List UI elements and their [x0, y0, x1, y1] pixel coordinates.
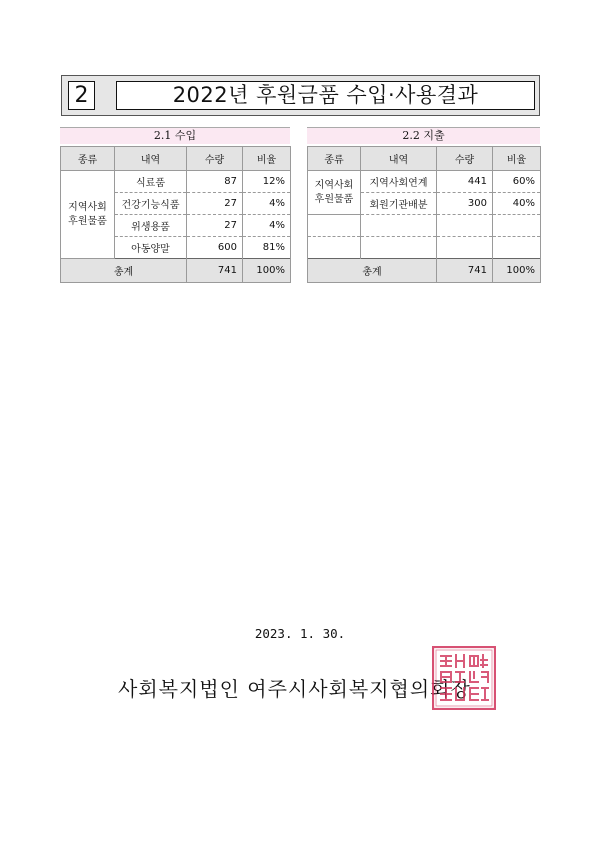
qty-cell: 441 — [437, 171, 493, 193]
section-title: 2022년 후원금품 수입·사용결과 — [116, 81, 535, 110]
total-ratio: 100% — [243, 259, 291, 283]
ratio-cell: 4% — [243, 215, 291, 237]
column-header: 수량 — [187, 147, 243, 171]
item-cell: 지역사회연계 — [361, 171, 437, 193]
total-ratio: 100% — [493, 259, 541, 283]
item-cell: 식료품 — [115, 171, 187, 193]
empty-cell — [493, 237, 541, 259]
empty-cell — [361, 237, 437, 259]
item-cell: 건강기능식품 — [115, 193, 187, 215]
table-row-empty — [308, 215, 541, 237]
qty-cell: 87 — [187, 171, 243, 193]
ratio-cell: 60% — [493, 171, 541, 193]
income-table — [60, 146, 291, 283]
table-row-empty — [308, 237, 541, 259]
ratio-cell: 4% — [243, 193, 291, 215]
item-cell: 위생용품 — [115, 215, 187, 237]
empty-cell — [308, 237, 361, 259]
column-header: 수량 — [437, 147, 493, 171]
ratio-cell: 12% — [243, 171, 291, 193]
qty-cell: 300 — [437, 193, 493, 215]
section-number: 2 — [68, 81, 95, 110]
expense-table — [307, 146, 541, 283]
category-label: 지역사회 — [314, 179, 354, 191]
column-header: 비율 — [493, 147, 541, 171]
category-label: 지역사회 — [68, 201, 107, 213]
category-cell — [61, 171, 115, 259]
column-header: 종류 — [308, 147, 361, 171]
income-heading: 2.1 수입 — [60, 127, 290, 144]
total-qty: 741 — [437, 259, 493, 283]
category-label: 후원물품 — [68, 215, 107, 227]
qty-cell: 27 — [187, 215, 243, 237]
table-row — [61, 171, 291, 193]
expense-heading: 2.2 지출 — [307, 127, 540, 144]
table-header-row — [61, 147, 291, 171]
total-label: 총계 — [308, 259, 437, 283]
empty-cell — [437, 237, 493, 259]
empty-cell — [308, 215, 361, 237]
ratio-cell: 81% — [243, 237, 291, 259]
column-header: 종류 — [61, 147, 115, 171]
empty-cell — [437, 215, 493, 237]
official-seal-icon — [432, 646, 496, 710]
qty-cell: 27 — [187, 193, 243, 215]
section-title-bar — [61, 75, 540, 116]
column-header: 비율 — [243, 147, 291, 171]
ratio-cell: 40% — [493, 193, 541, 215]
signer-name: 사회복지법인 여주시사회복지협의회장 — [118, 677, 471, 701]
total-row — [61, 259, 291, 283]
category-label: 후원물품 — [314, 193, 354, 205]
item-cell: 아동양말 — [115, 237, 187, 259]
item-cell: 회원기관배분 — [361, 193, 437, 215]
total-qty: 741 — [187, 259, 243, 283]
qty-cell: 600 — [187, 237, 243, 259]
total-row — [308, 259, 541, 283]
document-date: 2023. 1. 30. — [254, 626, 346, 641]
column-header: 내역 — [115, 147, 187, 171]
total-label: 총계 — [61, 259, 187, 283]
category-cell — [308, 171, 361, 215]
table-header-row — [308, 147, 541, 171]
empty-cell — [361, 215, 437, 237]
table-row — [308, 171, 541, 193]
column-header: 내역 — [361, 147, 437, 171]
empty-cell — [493, 215, 541, 237]
